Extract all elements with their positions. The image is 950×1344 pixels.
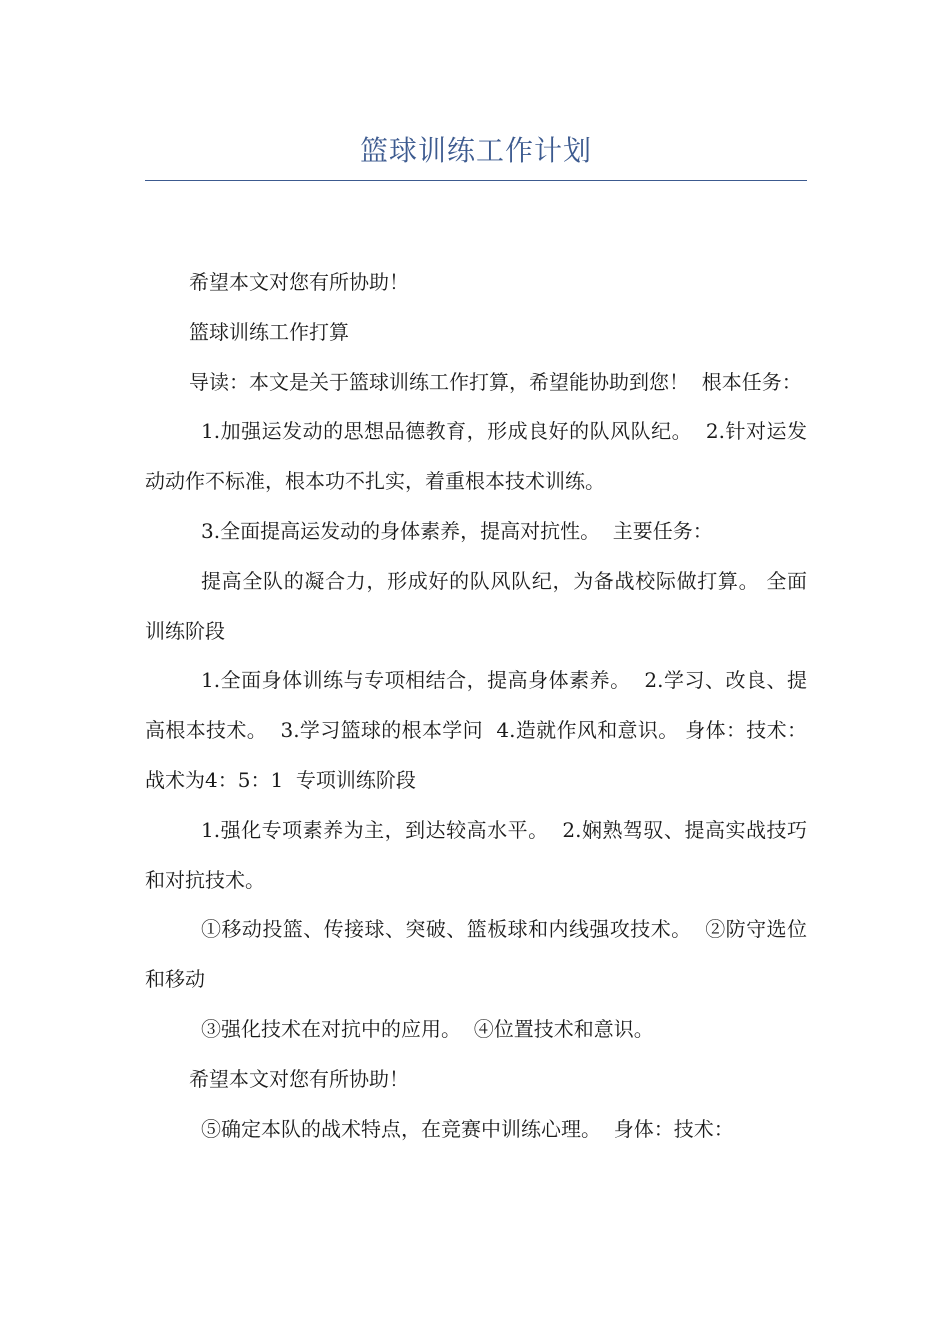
paragraph-intro: 希望本文对您有所协助！	[189, 270, 409, 294]
paragraph-item-1-2: ①移动投篮、传接球、突破、篮板球和内线强攻技术。 ②防守选位和移动	[145, 917, 807, 992]
paragraph-main-task: 提高全队的凝合力，形成好的队风队纪，为备战校际做打算。 全面训练阶段	[145, 568, 807, 643]
paragraph-subtitle: 篮球训练工作打算	[189, 319, 349, 344]
paragraph-task-3: 3.全面提高运发动的身体素养，提高对抗性。 主要任务：	[201, 518, 713, 543]
paragraph-full-training: 1.全面身体训练与专项相结合，提高身体素养。 2.学习、改良、提高根本技术。 3.学习篮球的根本学问 4.造就作风和意识。 身体：技术：战术为4：5：1 专项训练阶段	[145, 668, 807, 792]
paragraph-special-training: 1.强化专项素养为主，到达较高水平。 2.娴熟驾驭、提高实战技巧和对抗技术。	[145, 817, 807, 892]
document-body	[145, 258, 807, 1154]
document-title: 篮球训练工作计划	[359, 134, 592, 167]
paragraph-item-5: ⑤确定本队的战术特点，在竞赛中训练心理。 身体：技术：	[201, 1116, 734, 1141]
paragraph-task-1-2: 1.加强运发动的思想品德教育，形成良好的队风队纪。 2.针对运发动动作不标准，根本功不扎实，着重根本技术训练。	[145, 419, 807, 494]
title-divider	[145, 180, 807, 181]
paragraph-guide: 导读：本文是关于篮球训练工作打算，希望能协助到您！ 根本任务：	[189, 369, 802, 394]
paragraph-item-3-4: ③强化技术在对抗中的应用。 ④位置技术和意识。	[201, 1016, 654, 1041]
paragraph-hope: 希望本文对您有所协助！	[189, 1066, 409, 1091]
